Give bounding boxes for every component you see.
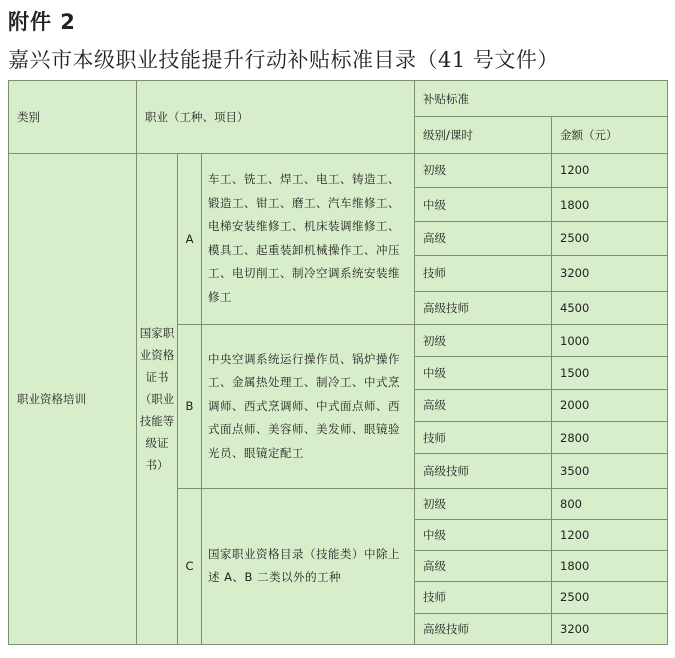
amount-cell: 3500 [552, 454, 668, 488]
amount-cell: 1500 [552, 357, 668, 389]
group-a-occupations: 车工、铣工、焊工、电工、铸造工、锻造工、钳工、磨工、汽车维修工、电梯安装维修工、机床装调维修工、模具工、起重装卸机械操作工、冲压工、电切削工、制冷空调系统安装维修工 [202, 153, 415, 324]
level-cell: 技师 [415, 582, 552, 613]
amount-cell: 2500 [552, 582, 668, 613]
group-letter-b: B [178, 325, 202, 488]
amount-cell: 2000 [552, 389, 668, 421]
level-header: 级别/课时 [415, 117, 552, 153]
amount-cell: 1800 [552, 187, 668, 221]
amount-cell: 3200 [552, 613, 668, 644]
level-cell: 技师 [415, 255, 552, 291]
amount-cell: 1200 [552, 153, 668, 187]
amount-cell: 3200 [552, 255, 668, 291]
amount-cell: 1200 [552, 519, 668, 550]
certificate-type-cell: 国家职业资格证书（职业技能等级证书） [137, 153, 178, 644]
table-row [9, 153, 668, 187]
level-cell: 高级技师 [415, 613, 552, 644]
group-c-occupations: 国家职业资格目录（技能类）中除上述 A、B 二类以外的工种 [202, 488, 415, 644]
category-header: 类别 [9, 81, 137, 154]
amount-cell: 4500 [552, 291, 668, 324]
amount-header: 金额（元） [552, 117, 668, 153]
level-cell: 中级 [415, 357, 552, 389]
document-title: 嘉兴市本级职业技能提升行动补贴标准目录（41 号文件） [8, 48, 559, 72]
level-cell: 初级 [415, 325, 552, 357]
amount-cell: 1000 [552, 325, 668, 357]
level-cell: 中级 [415, 519, 552, 550]
subsidy-standard-header: 补贴标准 [415, 81, 668, 117]
level-cell: 初级 [415, 488, 552, 519]
amount-cell: 800 [552, 488, 668, 519]
level-cell: 高级 [415, 222, 552, 255]
subsidy-standard-table [8, 80, 668, 645]
level-cell: 高级技师 [415, 454, 552, 488]
level-cell: 高级 [415, 389, 552, 421]
level-cell: 高级技师 [415, 291, 552, 324]
amount-cell: 2800 [552, 421, 668, 453]
level-cell: 技师 [415, 421, 552, 453]
attachment-label: 附件 2 [8, 10, 76, 34]
amount-cell: 1800 [552, 551, 668, 582]
header-row [9, 81, 668, 117]
level-cell: 高级 [415, 551, 552, 582]
level-cell: 中级 [415, 187, 552, 221]
group-letter-c: C [178, 488, 202, 644]
group-letter-a: A [178, 153, 202, 324]
group-b-occupations: 中央空调系统运行操作员、锅炉操作工、金属热处理工、制冷工、中式烹调师、西式烹调师、中式面点师、西式面点师、美容师、美发师、眼镜验光员、眼镜定配工 [202, 325, 415, 488]
amount-cell: 2500 [552, 222, 668, 255]
category-cell: 职业资格培训 [9, 153, 137, 644]
occupation-header: 职业（工种、项目） [137, 81, 415, 154]
level-cell: 初级 [415, 153, 552, 187]
